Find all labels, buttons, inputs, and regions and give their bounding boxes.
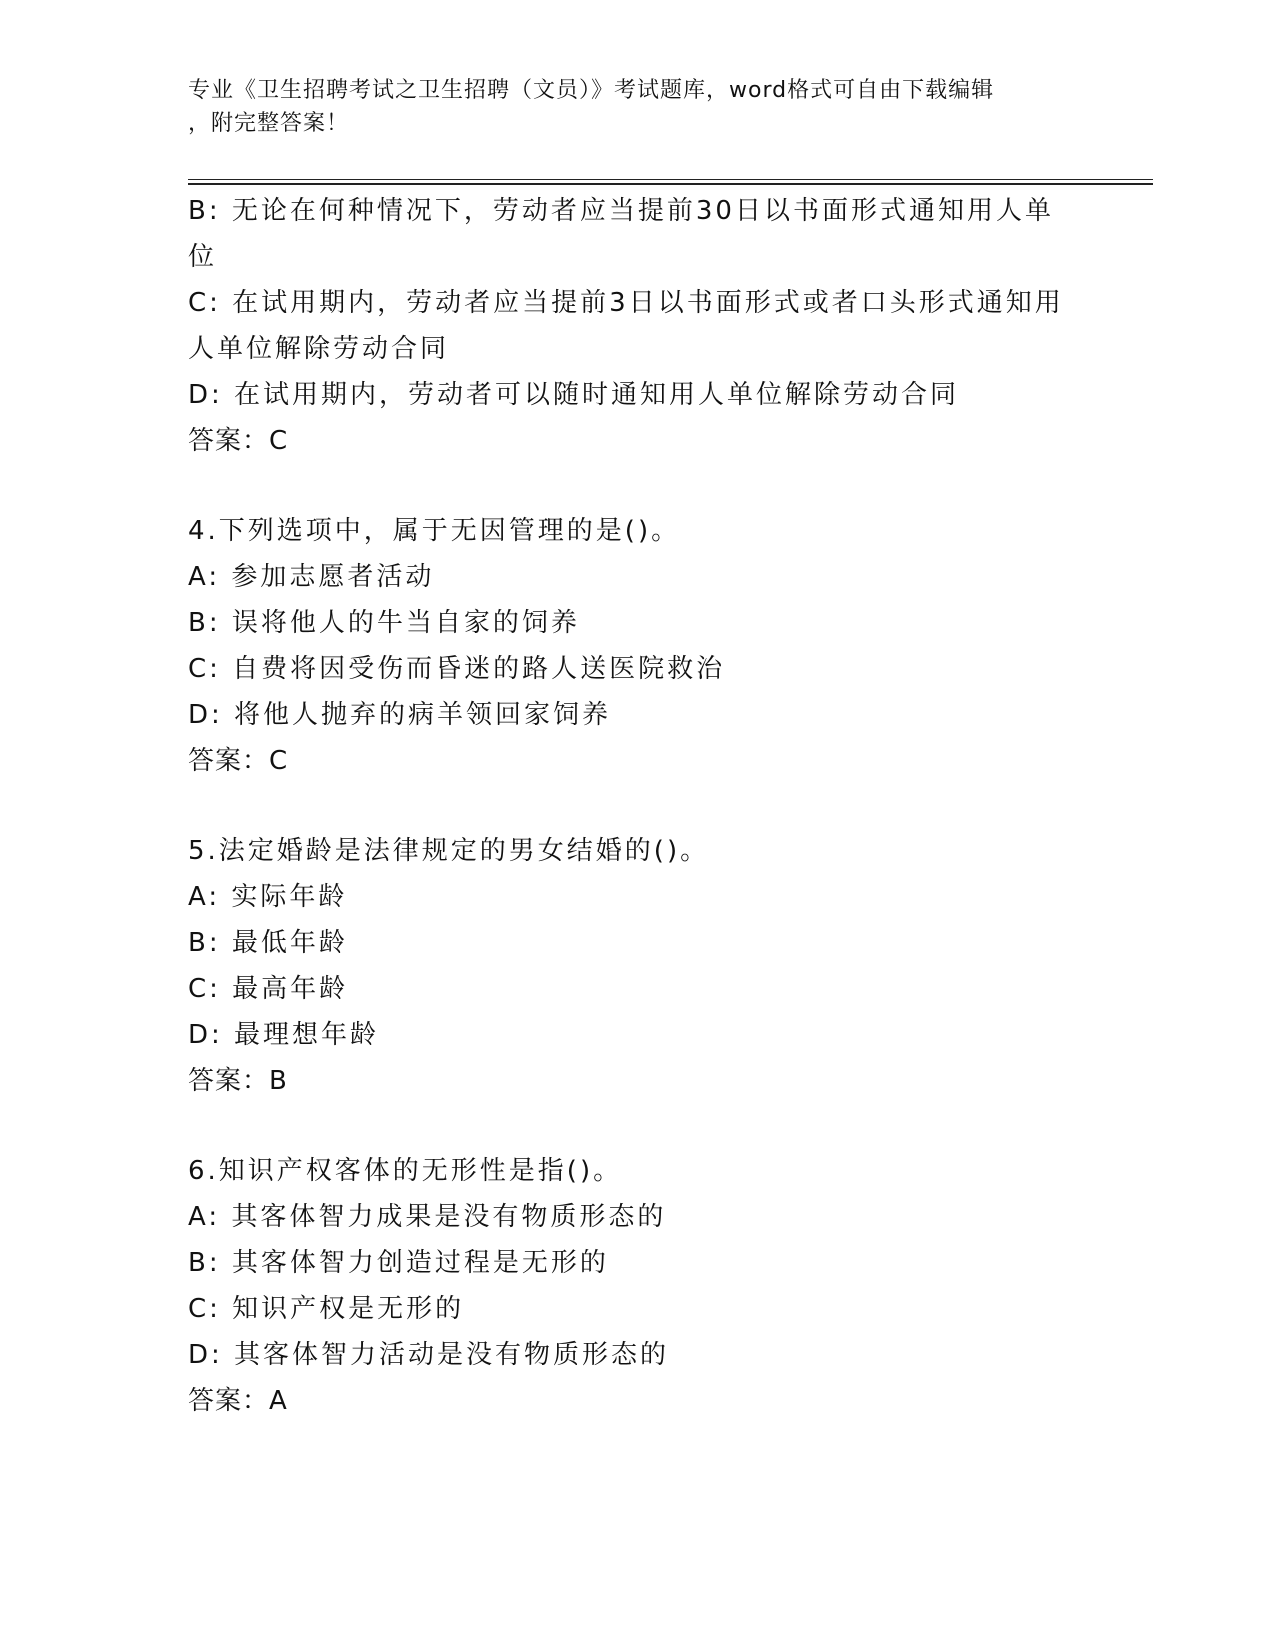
answer-line: 答案：C (188, 426, 289, 456)
option-c: C: 自费将因受伤而昏迷的路人送医院救治 (188, 654, 726, 684)
header-line-1: 专业《卫生招聘考试之卫生招聘（文员）》考试题库，word格式可自由下载编辑 (188, 78, 995, 103)
question-stem: 4.下列选项中，属于无因管理的是()。 (188, 516, 681, 546)
answer-line: 答案：C (188, 746, 289, 776)
option-b: B: 无论在何种情况下，劳动者应当提前30日以书面形式通知用人单 (188, 196, 1054, 226)
option-b: B: 误将他人的牛当自家的饲养 (188, 608, 580, 638)
question-block-6 (188, 1148, 1068, 1424)
answer-line: 答案：B (188, 1066, 288, 1096)
document-header (188, 74, 1068, 140)
option-a: A: 参加志愿者活动 (188, 562, 435, 592)
question-block-3-continued (188, 188, 1068, 464)
option-d: D: 将他人抛弃的病羊领回家饲养 (188, 700, 612, 730)
question-stem: 5.法定婚龄是法律规定的男女结婚的()。 (188, 836, 710, 866)
option-c: C: 最高年龄 (188, 974, 349, 1004)
option-b: B: 最低年龄 (188, 928, 348, 958)
option-d: D: 在试用期内，劳动者可以随时通知用人单位解除劳动合同 (188, 380, 960, 410)
option-a: A: 实际年龄 (188, 882, 348, 912)
header-divider-thick (188, 183, 1153, 185)
header-divider-thin (188, 179, 1153, 180)
option-b-continued: 位 (188, 242, 218, 272)
option-c: C: 知识产权是无形的 (188, 1294, 465, 1324)
option-c-continued: 人单位解除劳动合同 (188, 334, 450, 364)
answer-line: 答案：A (188, 1386, 288, 1416)
question-content (188, 188, 1068, 1424)
question-block-4 (188, 508, 1068, 784)
option-d: D: 最理想年龄 (188, 1020, 380, 1050)
question-block-5 (188, 828, 1068, 1104)
question-stem: 6.知识产权客体的无形性是指()。 (188, 1156, 623, 1186)
option-b: B: 其客体智力创造过程是无形的 (188, 1248, 609, 1278)
header-line-2: ，附完整答案！ (188, 111, 350, 136)
option-d: D: 其客体智力活动是没有物质形态的 (188, 1340, 670, 1370)
option-a: A: 其客体智力成果是没有物质形态的 (188, 1202, 667, 1232)
option-c: C: 在试用期内，劳动者应当提前3日以书面形式或者口头形式通知用 (188, 288, 1064, 318)
